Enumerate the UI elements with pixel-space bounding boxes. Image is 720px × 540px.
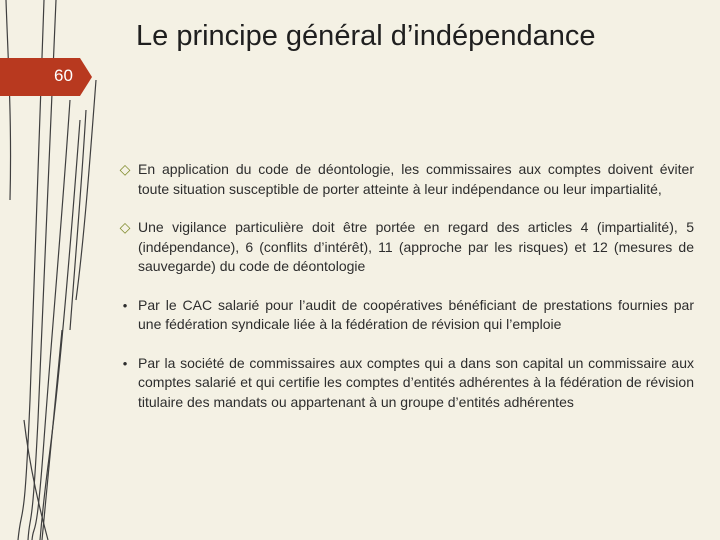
diamond-outline-icon: ◇ [119, 219, 131, 235]
list-item-text: En application du code de déontologie, les commissaires aux comptes doivent éviter toute situation susceptible de porter atteinte à leur indépendance ou leur impartialité, [138, 161, 694, 197]
list-item-text: Une vigilance particulière doit être portée en regard des articles 4 (impartialité), 5 (indépendance), 6 (conflits d’intérêt), 11 (approche par les risques) et 12 (mesures de sauvegarde) du code de déontologie [138, 219, 694, 274]
list-item [116, 354, 694, 413]
bullet-dot-icon: • [122, 355, 128, 371]
slide-title: Le principe général d’indépendance [136, 20, 596, 52]
list-item-text: Par la société de commissaires aux comptes qui a dans son capital un commissaire aux comptes salarié et qui certifie les comptes d’entités adhérentes à la fédération de révision titulaire des mandats ou appartenant à un groupe d’entités adhérentes [138, 354, 694, 410]
bullet-dot-icon: • [122, 297, 128, 313]
badge-shape [0, 58, 92, 96]
diamond-outline-icon: ◇ [119, 161, 131, 177]
list-item-text: Par le CAC salarié pour l’audit de coopératives bénéficiant de prestations fournies par une fédération syndicale liée à la fédération de révision qui l’emploie [138, 296, 694, 332]
bullet-list [116, 160, 694, 412]
list-item [116, 160, 694, 199]
page-number: 60 [54, 66, 73, 85]
list-item [116, 296, 694, 335]
list-item [116, 218, 694, 277]
page-number-badge [0, 58, 92, 96]
